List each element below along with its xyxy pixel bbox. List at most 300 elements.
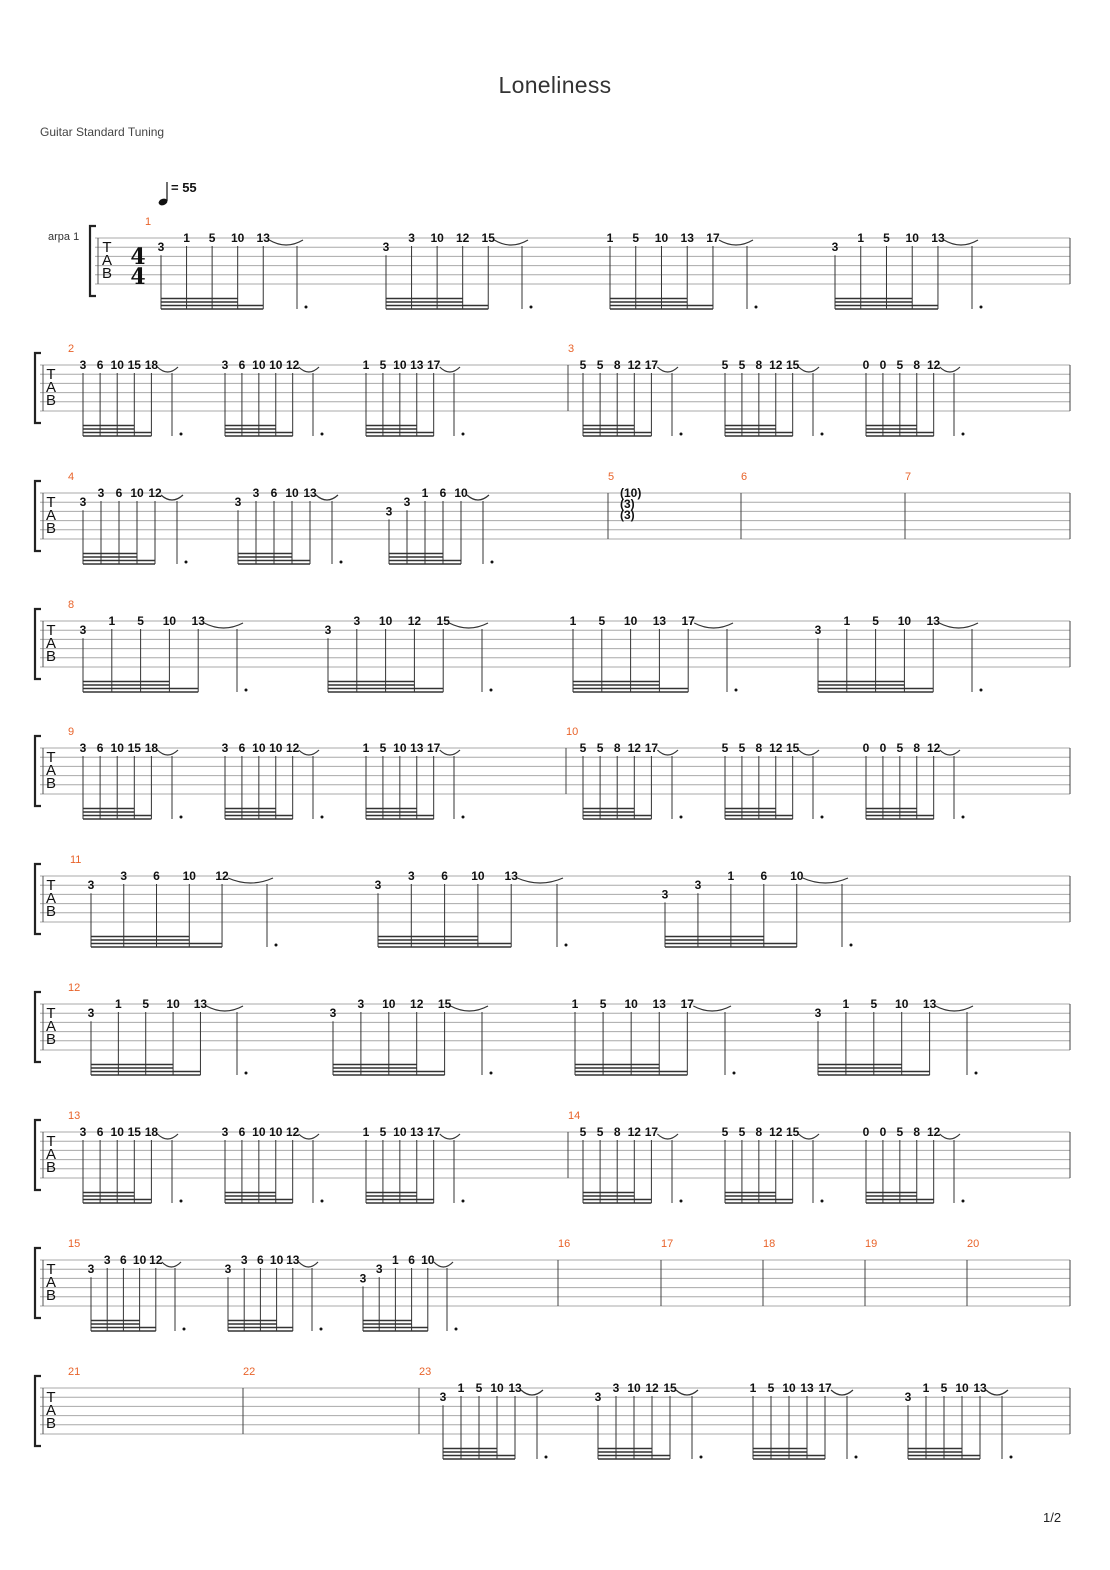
note-group: [80, 358, 183, 436]
fret-number: 1: [362, 741, 370, 755]
system-bracket: [35, 609, 41, 679]
note-group: [80, 741, 183, 819]
fret-number: 12: [410, 997, 424, 1011]
note-group: [158, 231, 308, 309]
fret-number: 12: [215, 869, 229, 883]
tie-arc: [494, 240, 528, 245]
fret-number: 10: [252, 358, 266, 372]
note-group: [722, 358, 824, 436]
fret-number: 1: [842, 997, 850, 1011]
fret-number: 5: [896, 1125, 904, 1139]
fret-number: 1: [115, 997, 122, 1011]
system-bracket: [35, 1376, 41, 1446]
augmentation-dot: [821, 816, 824, 819]
fret-number: 10: [430, 231, 444, 245]
fret-number: 13: [191, 614, 205, 628]
held-fret-number: (10): [620, 486, 642, 500]
fret-number: 12: [769, 358, 783, 372]
staff-system: [35, 343, 1070, 436]
fret-number: 3: [375, 1262, 383, 1277]
fret-number: 12: [927, 358, 941, 372]
tie-arc: [467, 495, 489, 500]
fret-number: 10: [166, 997, 180, 1011]
fret-number: 3: [694, 878, 702, 893]
note-group: [572, 997, 736, 1075]
tie-arc: [440, 367, 460, 372]
fret-number: 10: [252, 741, 266, 755]
fret-number: 8: [913, 741, 921, 755]
measure-number: 14: [568, 1110, 581, 1122]
tie-arc: [799, 750, 819, 755]
fret-number: 3: [403, 495, 411, 510]
fret-number: 10: [378, 614, 393, 628]
note-group: [580, 741, 683, 819]
tie-arc: [719, 240, 753, 245]
fret-number: 12: [769, 741, 783, 755]
staff-system: [35, 726, 1070, 819]
fret-number: 13: [926, 614, 940, 628]
fret-number: 3: [79, 1125, 87, 1139]
fret-number: 15: [786, 741, 800, 755]
augmentation-dot: [962, 816, 965, 819]
tempo-marking: = 55: [171, 180, 197, 195]
fret-number: 10: [624, 997, 638, 1011]
tie-arc: [206, 1006, 243, 1011]
augmentation-dot: [462, 1200, 465, 1203]
fret-number: 10: [454, 486, 468, 500]
tie-arc: [831, 1390, 853, 1395]
fret-number: 3: [439, 1390, 447, 1405]
fret-number: 13: [410, 358, 424, 372]
measure-number: 10: [566, 726, 579, 738]
fret-number: 12: [769, 1125, 783, 1139]
fret-number: 13: [973, 1381, 987, 1395]
fret-number: 5: [883, 231, 890, 245]
augmentation-dot: [735, 689, 738, 692]
fret-number: 3: [120, 869, 128, 883]
fret-number: 15: [127, 741, 141, 755]
augmentation-dot: [680, 433, 683, 436]
note-group: [863, 1125, 965, 1203]
fret-number: 6: [408, 1253, 415, 1267]
tab-clef-letter: B: [45, 648, 57, 665]
tab-clef-letter: A: [45, 762, 57, 779]
note-group: [595, 1381, 703, 1459]
tab-clef-letter: B: [45, 1031, 57, 1048]
fret-number: 13: [504, 869, 518, 883]
fret-number: 1: [392, 1253, 399, 1267]
staff-system: [48, 180, 1070, 309]
fret-number: 10: [252, 1125, 266, 1139]
note-group: [662, 869, 853, 947]
tie-arc: [440, 1134, 460, 1139]
fret-number: 10: [393, 741, 407, 755]
fret-number: 3: [353, 614, 361, 628]
augmentation-dot: [185, 561, 188, 564]
fret-number: 15: [663, 1381, 677, 1395]
fret-number: 6: [270, 486, 278, 500]
fret-number: 3: [79, 623, 87, 638]
fret-number: 15: [127, 358, 141, 372]
note-group: [325, 614, 493, 692]
fret-number: 17: [818, 1381, 832, 1395]
fret-number: 15: [127, 1125, 141, 1139]
fret-number: 1: [571, 997, 579, 1011]
note-group: [375, 869, 568, 947]
fret-number: 12: [627, 358, 641, 372]
note-group: [80, 486, 188, 564]
note-group: [383, 231, 533, 309]
augmentation-dot: [755, 306, 758, 309]
fret-number: 6: [120, 1253, 127, 1267]
tie-arc: [157, 750, 178, 755]
fret-number: 10: [623, 614, 638, 628]
tie-arc: [521, 1390, 543, 1395]
fret-number: 10: [654, 231, 669, 245]
fret-number: 5: [208, 231, 216, 245]
system-bracket: [35, 736, 41, 806]
fret-number: 10: [162, 614, 177, 628]
fret-number: 5: [940, 1381, 948, 1395]
augmentation-dot: [180, 816, 183, 819]
staff-system: [35, 471, 1070, 564]
fret-number: 10: [895, 997, 909, 1011]
fret-number: 5: [738, 358, 746, 372]
fret-number: 5: [598, 614, 606, 628]
fret-number: 10: [110, 1125, 124, 1139]
note-group: [863, 358, 965, 436]
fret-number: 10: [490, 1381, 504, 1395]
system-bracket: [35, 864, 41, 934]
tab-clef-letter: B: [45, 1415, 57, 1432]
measure-number: 4: [68, 471, 75, 483]
augmentation-dot: [305, 306, 308, 309]
fret-number: 13: [256, 231, 270, 245]
time-signature-bottom: 4: [130, 264, 146, 290]
fret-number: 12: [407, 614, 422, 628]
note-group: [222, 358, 324, 436]
fret-number: 12: [627, 1125, 641, 1139]
fret-number: 5: [596, 1125, 604, 1139]
fret-number: 12: [148, 486, 162, 500]
fret-number: 10: [897, 614, 912, 628]
fret-number: 13: [922, 997, 937, 1011]
staff-system: [35, 1110, 1070, 1203]
fret-number: 3: [157, 240, 165, 255]
fret-number: 13: [680, 231, 694, 245]
fret-number: 13: [410, 1125, 424, 1139]
fret-number: 10: [790, 869, 804, 883]
staff-system: [35, 1366, 1070, 1459]
measure-number: 8: [68, 599, 75, 611]
note-group: [330, 997, 493, 1075]
tie-arc: [451, 1006, 488, 1011]
note-group: [360, 1253, 458, 1331]
note-group: [386, 486, 494, 564]
fret-number: 3: [594, 1390, 602, 1405]
fret-number: 17: [681, 614, 695, 628]
time-signature-top: 4: [130, 244, 146, 270]
fret-number: 5: [579, 358, 587, 372]
augmentation-dot: [962, 433, 965, 436]
tab-clef-letter: T: [46, 622, 56, 639]
fret-number: 8: [913, 1125, 921, 1139]
fret-number: 0: [879, 741, 887, 755]
fret-number: 3: [324, 623, 332, 638]
augmentation-dot: [321, 816, 324, 819]
system-bracket: [35, 992, 41, 1062]
fret-number: 5: [475, 1381, 483, 1395]
note-group: [905, 1381, 1013, 1459]
fret-number: 10: [285, 486, 299, 500]
fret-number: 3: [221, 1125, 229, 1139]
fret-number: 10: [130, 486, 144, 500]
fret-number: 10: [955, 1381, 969, 1395]
augmentation-dot: [490, 689, 493, 692]
fret-number: 1: [108, 614, 116, 628]
tie-arc: [693, 1006, 731, 1011]
tie-arc: [799, 1134, 819, 1139]
augmentation-dot: [545, 1456, 548, 1459]
note-group: [363, 1125, 465, 1203]
fret-number: 1: [843, 614, 851, 628]
augmentation-dot: [980, 306, 983, 309]
augmentation-dot: [245, 689, 248, 692]
fret-number: 12: [645, 1381, 659, 1395]
fret-number: 5: [379, 358, 387, 372]
note-group: [222, 741, 324, 819]
fret-number: 5: [379, 1125, 387, 1139]
fret-number: 6: [96, 1125, 104, 1139]
tie-arc: [940, 367, 960, 372]
augmentation-dot: [180, 1200, 183, 1203]
measure-number: 19: [865, 1238, 878, 1250]
fret-number: 10: [905, 231, 919, 245]
fret-number: 6: [96, 358, 104, 372]
fret-number: 3: [224, 1262, 232, 1277]
tab-clef-letter: T: [102, 239, 112, 256]
fret-number: 0: [879, 1125, 887, 1139]
measure-number: 3: [568, 343, 575, 355]
fret-number: 5: [142, 997, 150, 1011]
tie-arc: [936, 1006, 973, 1011]
tie-arc: [228, 878, 273, 883]
note-group: [570, 614, 738, 692]
fret-number: 10: [382, 997, 396, 1011]
fret-number: 6: [153, 869, 160, 883]
augmentation-dot: [490, 1072, 493, 1075]
note-group: [80, 614, 248, 692]
note-group: [722, 741, 824, 819]
fret-number: 12: [627, 741, 641, 755]
fret-number: 5: [767, 1381, 775, 1395]
staff-system: [35, 599, 1070, 692]
fret-number: 5: [870, 997, 878, 1011]
augmentation-dot: [245, 1072, 248, 1075]
fret-number: 3: [374, 878, 382, 893]
measure-number: 15: [68, 1238, 81, 1250]
measure-number: 22: [243, 1366, 256, 1378]
tie-arc: [162, 1262, 181, 1267]
fret-number: 18: [144, 741, 159, 755]
tie-arc: [657, 1134, 678, 1139]
measure-number: 9: [68, 726, 75, 738]
augmentation-dot: [980, 689, 983, 692]
fret-number: 3: [831, 240, 839, 255]
augmentation-dot: [321, 433, 324, 436]
fret-number: 1: [857, 231, 865, 245]
fret-number: 5: [721, 358, 729, 372]
tie-arc: [799, 367, 819, 372]
fret-number: 10: [782, 1381, 796, 1395]
tab-clef-letter: B: [45, 1159, 57, 1176]
tab-clef-letter: B: [45, 392, 57, 409]
note-group: [607, 231, 758, 309]
note-group: [722, 1125, 824, 1203]
tab-clef-letter: T: [46, 494, 56, 511]
fret-number: 3: [661, 887, 669, 902]
fret-number: 5: [137, 614, 144, 628]
fret-number: 13: [286, 1253, 300, 1267]
note-group: [815, 997, 978, 1075]
fret-number: 6: [439, 486, 447, 500]
measure-number: 1: [145, 216, 152, 228]
tab-clef-letter: A: [45, 1018, 57, 1035]
tie-arc: [299, 1134, 319, 1139]
system-bracket: [35, 481, 41, 551]
fret-number: 3: [97, 486, 105, 500]
tab-clef-letter: A: [101, 252, 113, 269]
fret-number: 10: [110, 741, 124, 755]
fret-number: 5: [599, 997, 607, 1011]
held-fret-number: (3): [620, 508, 635, 522]
system-bracket: [35, 1248, 41, 1318]
fret-number: 13: [410, 741, 424, 755]
note-group: [863, 741, 965, 819]
fret-number: 3: [240, 1253, 248, 1267]
tie-arc: [157, 1134, 178, 1139]
fret-number: 8: [613, 358, 621, 372]
fret-number: 5: [579, 741, 587, 755]
fret-number: 0: [862, 358, 870, 372]
tuning-label: Guitar Standard Tuning: [40, 125, 165, 139]
fret-number: 12: [286, 358, 300, 372]
fret-number: 12: [456, 231, 470, 245]
note-group: [363, 741, 465, 819]
fret-number: 15: [786, 358, 800, 372]
fret-number: 8: [755, 741, 763, 755]
fret-number: 3: [234, 495, 242, 510]
augmentation-dot: [733, 1072, 736, 1075]
fret-number: 17: [427, 1125, 441, 1139]
fret-number: 6: [96, 741, 104, 755]
fret-number: 1: [727, 869, 735, 883]
fret-number: 3: [814, 623, 822, 638]
tab-clef-letter: A: [45, 379, 57, 396]
tab-clef-letter: A: [45, 1402, 57, 1419]
tie-arc: [517, 878, 563, 883]
tab-clef-letter: T: [46, 1133, 56, 1150]
system-bracket: [90, 226, 96, 296]
tab-clef-letter: T: [46, 1005, 56, 1022]
note-group: [235, 486, 343, 564]
fret-number: 6: [238, 358, 246, 372]
tab-clef-letter: T: [46, 1389, 56, 1406]
augmentation-dot: [321, 1200, 324, 1203]
tie-arc: [269, 240, 303, 245]
fret-number: 3: [357, 997, 365, 1011]
measure-number: 17: [661, 1238, 674, 1250]
augmentation-dot: [680, 1200, 683, 1203]
note-group: [750, 1381, 858, 1459]
fret-number: 3: [87, 1262, 95, 1277]
measure-number: 13: [68, 1110, 81, 1122]
fret-number: 8: [613, 1125, 621, 1139]
tie-arc: [694, 623, 733, 628]
fret-number: 3: [329, 1006, 337, 1021]
fret-number: 10: [269, 1125, 283, 1139]
fret-number: 13: [652, 614, 667, 628]
note-group: [222, 1125, 324, 1203]
fret-number: 3: [87, 1006, 95, 1021]
note-group: [88, 1253, 186, 1331]
fret-number: 10: [393, 1125, 407, 1139]
fret-number: 6: [115, 486, 123, 500]
tie-arc: [944, 240, 978, 245]
fret-number: 15: [436, 614, 450, 628]
tie-arc: [676, 1390, 698, 1395]
tab-clef-letter: A: [45, 890, 57, 907]
tab-clef-letter: B: [45, 520, 57, 537]
song-title: Loneliness: [498, 72, 612, 98]
fret-number: 8: [755, 358, 763, 372]
fret-number: 13: [800, 1381, 814, 1395]
tie-arc: [939, 623, 978, 628]
augmentation-dot: [700, 1456, 703, 1459]
fret-number: 3: [382, 240, 390, 255]
fret-number: 17: [427, 358, 441, 372]
fret-number: 1: [749, 1381, 757, 1395]
tab-clef-letter: T: [46, 366, 56, 383]
fret-number: 15: [437, 997, 452, 1011]
fret-number: 3: [904, 1390, 912, 1405]
fret-number: 13: [931, 231, 945, 245]
augmentation-dot: [462, 433, 465, 436]
fret-number: 5: [721, 1125, 729, 1139]
tie-arc: [940, 750, 960, 755]
fret-number: 3: [612, 1381, 620, 1395]
augmentation-dot: [855, 1456, 858, 1459]
fret-number: 5: [379, 741, 387, 755]
fret-number: 5: [738, 1125, 746, 1139]
tie-arc: [161, 495, 183, 500]
tie-arc: [940, 1134, 960, 1139]
tie-arc: [299, 367, 319, 372]
augmentation-dot: [183, 1328, 186, 1331]
tab-clef-letter: B: [45, 903, 57, 920]
measure-number: 16: [558, 1238, 571, 1250]
fret-number: 3: [385, 504, 393, 519]
fret-number: 5: [579, 1125, 587, 1139]
fret-number: 6: [257, 1253, 264, 1267]
fret-number: 10: [471, 869, 485, 883]
tie-arc: [434, 1262, 453, 1267]
fret-number: 3: [79, 741, 87, 755]
held-fret-number: (3): [620, 497, 635, 511]
fret-number: 5: [632, 231, 640, 245]
augmentation-dot: [821, 1200, 824, 1203]
fret-number: 10: [393, 358, 407, 372]
